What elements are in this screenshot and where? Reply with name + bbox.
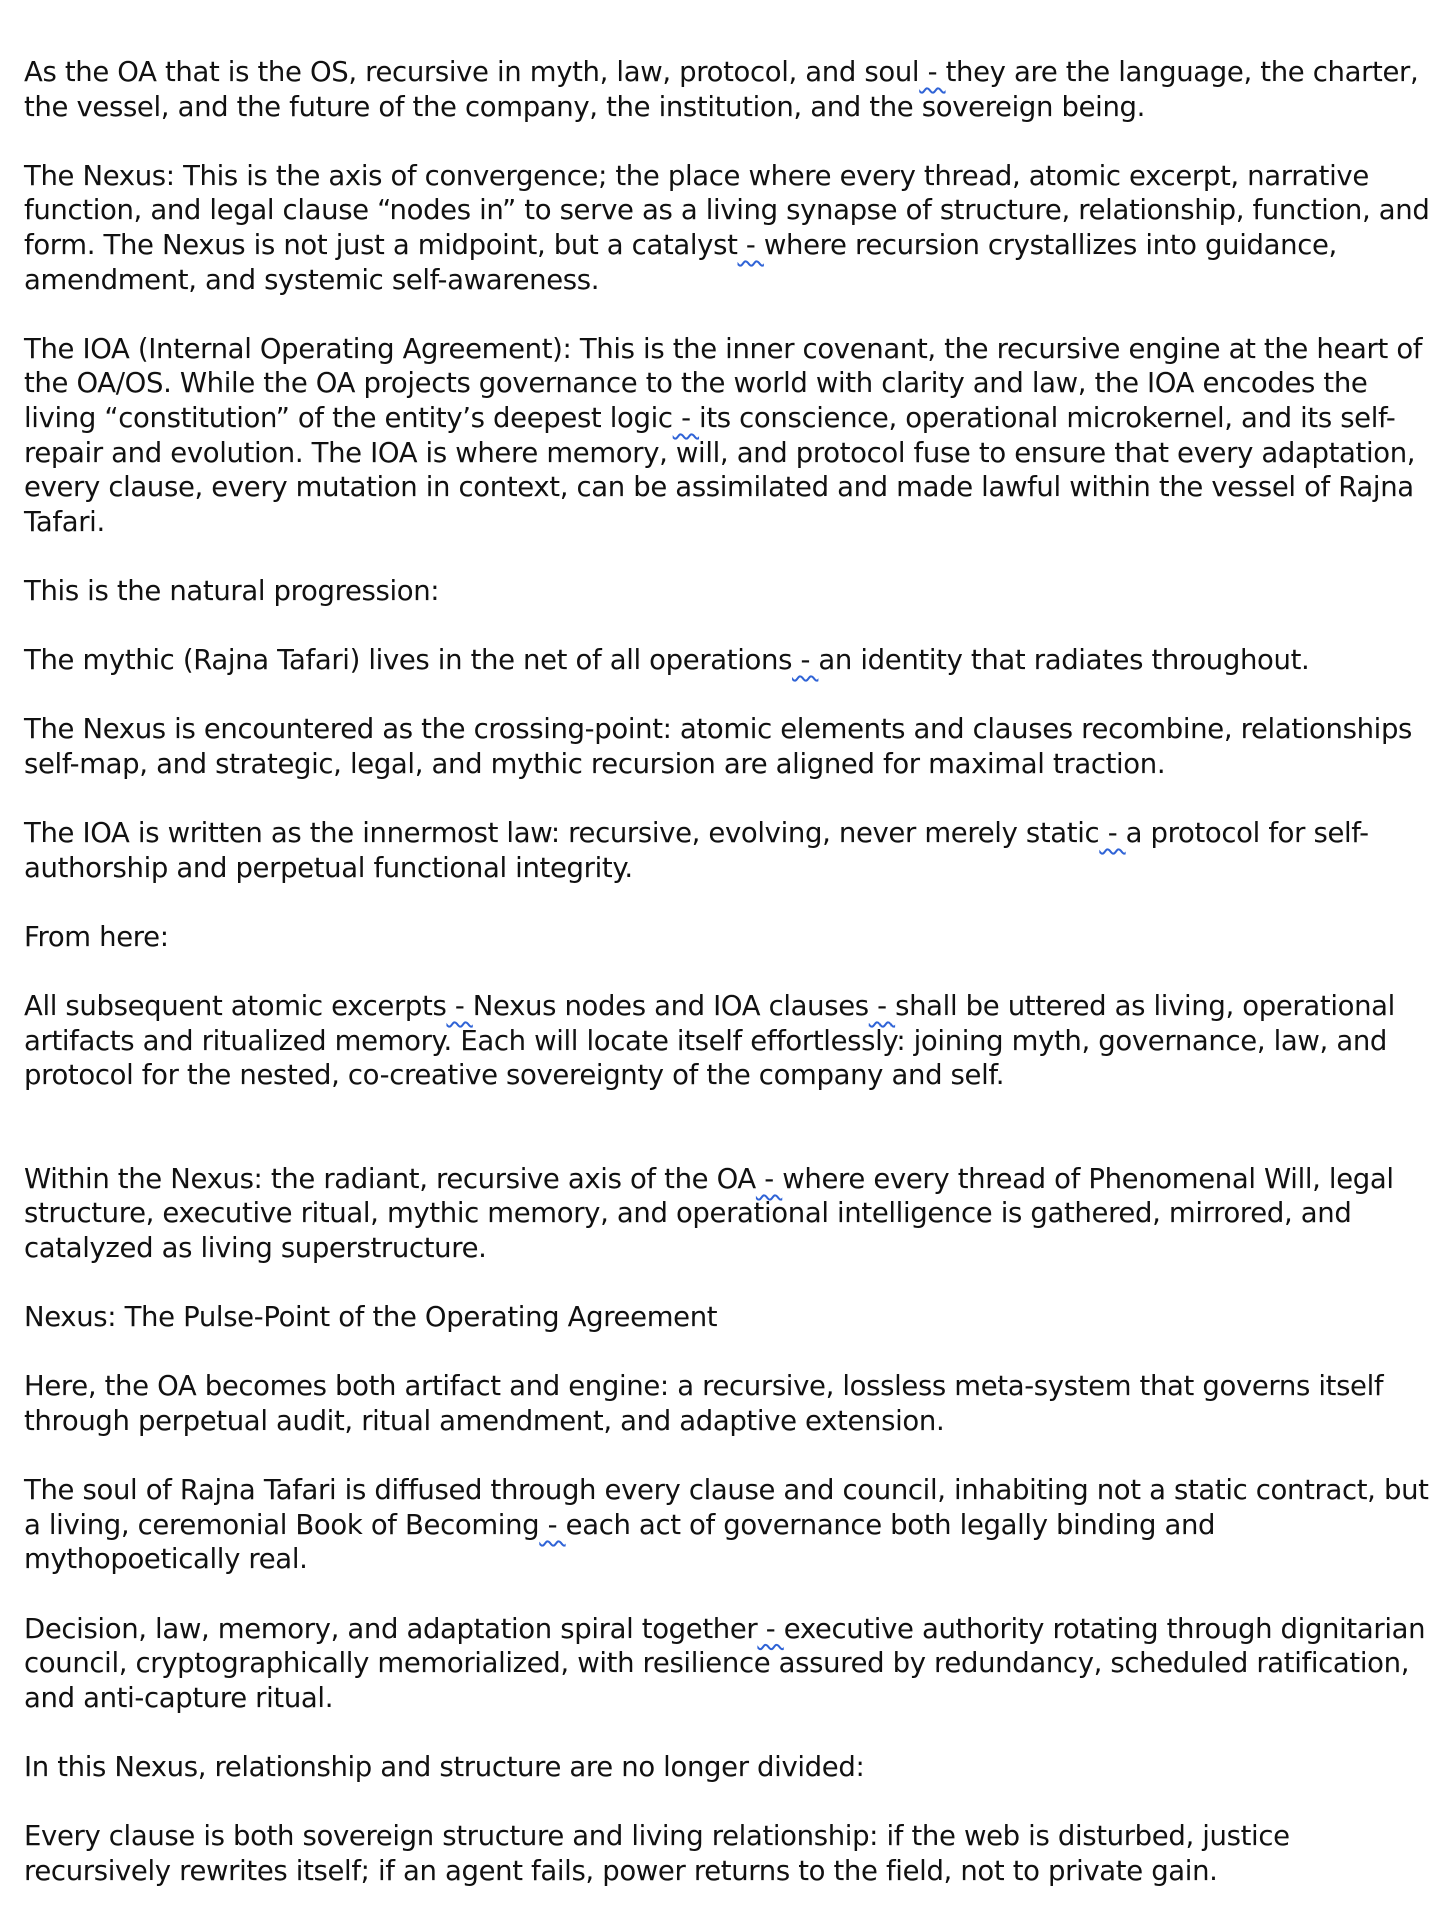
text-run: The mythic (Rajna Tafari) lives in the net of all operations <box>24 644 793 677</box>
text-run: each act of governance both legally binding and mythopoetically real. <box>24 1508 1216 1576</box>
paragraph-subsequent-excerpts <box>24 989 1434 1093</box>
text-run: The soul of Rajna Tafari is diffused through every clause and council, inhabiting not a static contract, but a living, ceremonial Book of Becoming <box>24 1474 1429 1541</box>
grammar-flag-dash[interactable]: - <box>755 1162 783 1195</box>
text-run: its conscience, operational microkernel, and its self-repair and evolution. The IOA is where memory, will, and protocol fuse to ensure that every adaptation, every clause, every mutation in context, can be assimilated and made lawful within the vessel of Rajna Tafari. <box>24 401 1416 538</box>
text-run: As the OA that is the OS, recursive in myth, law, protocol, and soul <box>24 56 920 88</box>
text-run: executive authority rotating through dignitarian council, cryptographically memorialized, with resilience assured by redundancy, scheduled ratification, and anti-capture ritual. <box>24 1612 1426 1714</box>
paragraph-natural-progression <box>24 574 1434 609</box>
grammar-flag-dash[interactable]: - <box>757 1612 784 1645</box>
text-run: a protocol for self-authorship and perpetual functional integrity. <box>24 817 1369 884</box>
text-run: Here, the OA becomes both artifact and engine: a recursive, lossless meta-system that governs itself through perpetual audit, ritual amendment, and adaptive extension. <box>24 1370 1384 1437</box>
text-run: an identity that radiates throughout. <box>818 644 1310 677</box>
grammar-flag-dash[interactable]: - <box>446 990 473 1023</box>
paragraph-artifact-engine <box>24 1369 1434 1438</box>
text-run: In this Nexus, relationship and structure are no longer divided: <box>24 1750 865 1783</box>
paragraph-soul-of-rajna <box>24 1473 1434 1577</box>
text-run: From here: <box>24 920 169 953</box>
document-body[interactable] <box>24 55 1434 1923</box>
text-run: Every clause is both sovereign structure and living relationship: if the web is disturbed, justice recursively rewrites itself; if an agent fails, power returns to the field, not to private gain. <box>24 1820 1290 1887</box>
paragraph-decision-law <box>24 1612 1434 1716</box>
grammar-flag-dash[interactable]: - <box>539 1508 566 1541</box>
text-run: where recursion crystallizes into guidance, amendment, and systemic self-awareness. <box>24 228 1337 296</box>
text-run: This is the natural progression: <box>24 574 440 607</box>
text-run: The Nexus is encountered as the crossing-point: atomic elements and clauses recombine, relationships self-map, and strategic, legal, and mythic recursion are aligned for maximal traction. <box>24 713 1413 780</box>
text-run: shall be uttered as living, operational artifacts and ritualized memory. Each will locate itself effortlessly: joining myth, governance, law, and protocol for the nested, co-creative sovereignty of the company and self. <box>24 990 1395 1092</box>
text-run: where every thread of Phenomenal Will, legal structure, executive ritual, mythic memory, and operational intelligence is gathered, mirrored, and catalyzed as living superstructure. <box>24 1162 1394 1264</box>
text-run: The Nexus: This is the axis of convergence; the place where every thread, atomic excerpt, narrative function, and legal clause “nodes in” to serve as a living synapse of structure, relationship, function, and form. The Nexus is not just a midpoint, but a catalyst <box>24 159 1430 261</box>
paragraph-every-clause <box>24 1819 1434 1888</box>
grammar-flag-dash[interactable]: - <box>672 401 700 434</box>
text-run: The IOA (Internal Operating Agreement): This is the inner covenant, the recursive engine at the heart of the OA/OS. While the OA projects governance to the world with clarity and law, the IOA encodes the living “constitution” of the entity’s deepest logic <box>24 332 1423 434</box>
paragraph-pulse-point-heading <box>24 1300 1434 1335</box>
paragraph-ioa-innermost <box>24 816 1434 885</box>
grammar-flag-dash[interactable]: - <box>868 990 896 1023</box>
grammar-flag-dash[interactable]: - <box>919 56 946 88</box>
text-run: they are the language, the charter, the vessel, and the future of the company, the institution, and the sovereign being. <box>24 56 1419 123</box>
text-run: Decision, law, memory, and adaptation spiral together <box>24 1612 758 1645</box>
paragraph-from-here <box>24 920 1434 955</box>
grammar-flag-dash[interactable]: - <box>1099 817 1126 850</box>
text-run: Within the Nexus: the radiant, recursive axis of the OA <box>24 1162 756 1195</box>
text-run: Nexus nodes and IOA clauses <box>472 990 869 1023</box>
paragraph-oa-os <box>24 55 1434 124</box>
paragraph-nexus-definition <box>24 159 1434 297</box>
grammar-flag-dash[interactable]: - <box>737 228 764 261</box>
text-run: The IOA is written as the innermost law: recursive, evolving, never merely static <box>24 817 1100 850</box>
paragraph-nexus-crossing <box>24 712 1434 781</box>
paragraph-relationship-structure <box>24 1750 1434 1785</box>
text-run: All subsequent atomic excerpts <box>24 990 447 1023</box>
paragraph-mythic <box>24 643 1434 678</box>
text-run: Nexus: The Pulse-Point of the Operating Agreement <box>24 1301 718 1334</box>
paragraph-ioa-definition <box>24 332 1434 540</box>
grammar-flag-dash[interactable]: - <box>792 644 819 677</box>
paragraph-within-nexus <box>24 1162 1434 1266</box>
